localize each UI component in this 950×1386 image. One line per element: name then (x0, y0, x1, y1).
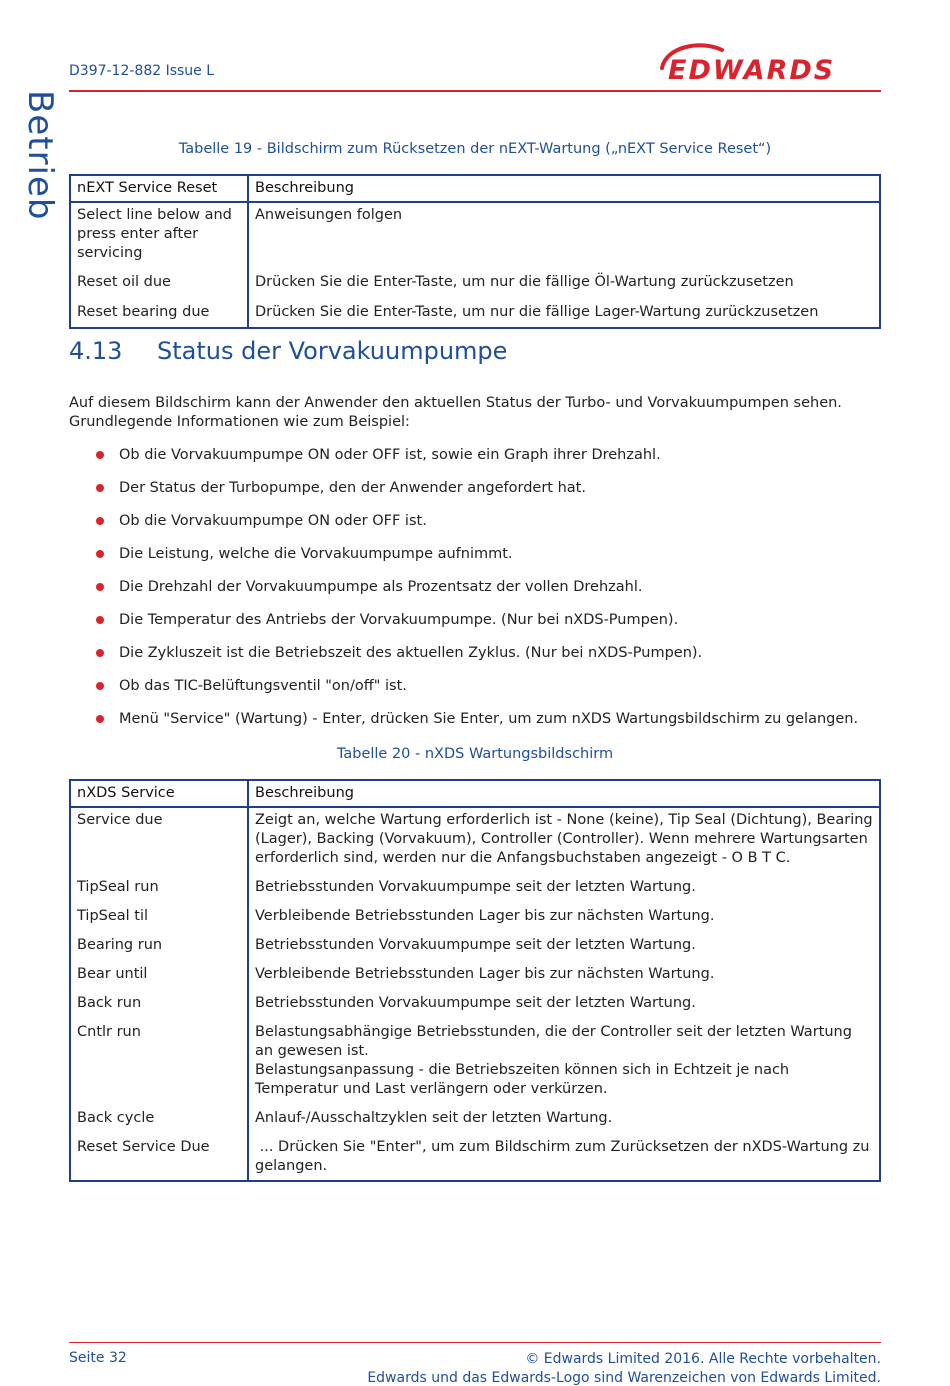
section-intro: Auf diesem Bildschirm kann der Anwender den aktuellen Status der Turbo- und Vorvakuumpumpen sehen. Grundlegende Informationen wie zum Beispiel: (69, 395, 842, 430)
table-cell: Reset Service Due (70, 1135, 248, 1181)
table-header-row (70, 175, 880, 202)
list-item-text: Die Zykluszeit ist die Betriebszeit des aktuellen Zyklus. (Nur bei nXDS-Pumpen). (119, 645, 703, 661)
side-label-text: Betrieb (20, 90, 60, 221)
list-item (69, 512, 881, 545)
table-cell: Verbleibende Betriebsstunden Lager bis zur nächsten Wartung. (255, 908, 715, 924)
table-20-caption: Tabelle 20 - nXDS Wartungsbildschirm (336, 746, 614, 762)
bullet-icon (96, 682, 104, 690)
table-cell: Reset oil due (70, 270, 248, 300)
bullet-icon (96, 550, 104, 558)
table-cell: Bear until (70, 962, 248, 991)
footer-rule (69, 1342, 881, 1343)
table-row (70, 933, 880, 962)
list-item-text: Die Temperatur des Antriebs der Vorvakuumpumpe. (Nur bei nXDS-Pumpen). (119, 612, 679, 628)
section-title: Status der Vorvakuumpumpe (157, 337, 508, 365)
column-header: Beschreibung (248, 175, 880, 202)
list-item (69, 644, 881, 677)
copyright-line: © Edwards Limited 2016. Alle Rechte vorbehalten. (525, 1351, 881, 1367)
list-item (69, 479, 881, 512)
bullet-icon (96, 616, 104, 624)
list-item-text: Die Leistung, welche die Vorvakuumpumpe aufnimmt. (119, 546, 513, 562)
list-item-text: Die Drehzahl der Vorvakuumpumpe als Prozentsatz der vollen Drehzahl. (119, 579, 643, 595)
bullet-icon (96, 451, 104, 459)
table-cell: Betriebsstunden Vorvakuumpumpe seit der letzten Wartung. (255, 879, 696, 895)
table-cell: Bearing run (70, 933, 248, 962)
table-cell: Back cycle (70, 1106, 248, 1135)
list-item-text: Ob die Vorvakuumpumpe ON oder OFF ist, sowie ein Graph ihrer Drehzahl. (119, 447, 661, 463)
list-item (69, 578, 881, 611)
table-cell: Cntlr run (70, 1020, 248, 1106)
bullet-icon (96, 517, 104, 525)
section-heading (69, 337, 507, 365)
list-item (69, 446, 881, 479)
page-number: Seite 32 (69, 1350, 127, 1366)
table-row (70, 807, 880, 875)
list-item-text: Der Status der Turbopumpe, den der Anwender angefordert hat. (119, 480, 586, 496)
copyright-notice (367, 1350, 881, 1386)
table-cell: Select line below and press enter after servicing (70, 202, 248, 270)
bullet-icon (96, 583, 104, 591)
table-row (70, 991, 880, 1020)
table-row (70, 1106, 880, 1135)
bullet-icon (96, 715, 104, 723)
bullet-list (69, 446, 881, 743)
list-item-text: Ob das TIC-Belüftungsventil "on/off" ist. (119, 678, 407, 694)
table-19-caption: Tabelle 19 - Bildschirm zum Rücksetzen der nEXT-Wartung („nEXT Service Reset“) (178, 141, 772, 157)
table-cell: Verbleibende Betriebsstunden Lager bis zur nächsten Wartung. (255, 966, 715, 982)
list-item (69, 545, 881, 578)
edwards-logo (654, 40, 882, 86)
table-row (70, 962, 880, 991)
table-cell: Betriebsstunden Vorvakuumpumpe seit der letzten Wartung. (255, 995, 696, 1011)
table-header-row (70, 780, 880, 807)
table-row (70, 202, 880, 270)
table-cell: Zeigt an, welche Wartung erforderlich ist - None (keine), Tip Seal (Dichtung), Bearing (Lager), Backing (Vorvakuum), Controller (Controller). Wenn mehrere Wartungsarten erforderlich sind, werden nur die Anfangsbuchstaben angezeigt - O B T C. (255, 812, 873, 866)
table-cell: Service due (70, 807, 248, 875)
table-cell: TipSeal run (70, 875, 248, 904)
table-cell: Anweisungen folgen (255, 207, 403, 223)
table-cell: ... Drücken Sie "Enter", um zum Bildschirm zum Zurücksetzen der nXDS-Wartung zu gelangen. (255, 1139, 875, 1174)
trademark-line: Edwards und das Edwards-Logo sind Warenzeichen von Edwards Limited. (367, 1370, 881, 1386)
table-row (70, 875, 880, 904)
column-header: nXDS Service (70, 780, 248, 807)
table-row (70, 1020, 880, 1106)
table-cell: Betriebsstunden Vorvakuumpumpe seit der letzten Wartung. (255, 937, 696, 953)
list-item-text: Ob die Vorvakuumpumpe ON oder OFF ist. (119, 513, 427, 529)
bullet-icon (96, 649, 104, 657)
table-cell: Back run (70, 991, 248, 1020)
list-item-text: Menü "Service" (Wartung) - Enter, drücken Sie Enter, um zum nXDS Wartungsbildschirm zu gelangen. (119, 711, 859, 727)
table-row (70, 300, 880, 328)
table-cell: Belastungsabhängige Betriebsstunden, die der Controller seit der letzten Wartung an gewesen ist. Belastungsanpassung - die Betriebszeiten können sich in Echtzeit je nach Temperatur und Last verlängern oder verkürzen. (255, 1024, 852, 1097)
document-id: D397-12-882 Issue L (69, 63, 215, 79)
list-item (69, 611, 881, 644)
table-19 (69, 174, 881, 329)
table-row (70, 1135, 880, 1181)
header-rule (69, 90, 881, 92)
list-item (69, 677, 881, 710)
table-row (70, 270, 880, 300)
table-cell: Anlauf-/Ausschaltzyklen seit der letzten Wartung. (255, 1110, 613, 1126)
table-cell: Drücken Sie die Enter-Taste, um nur die fällige Öl-Wartung zurückzusetzen (255, 274, 794, 290)
logo-wordmark: EDWARDS (668, 55, 836, 86)
table-row (70, 904, 880, 933)
column-header: Beschreibung (248, 780, 880, 807)
table-cell: Drücken Sie die Enter-Taste, um nur die fällige Lager-Wartung zurückzusetzen (255, 304, 819, 320)
list-item (69, 710, 881, 743)
table-20 (69, 779, 881, 1182)
table-cell: Reset bearing due (70, 300, 248, 328)
section-number: 4.13 (69, 337, 123, 365)
bullet-icon (96, 484, 104, 492)
column-header: nEXT Service Reset (70, 175, 248, 202)
table-cell: TipSeal til (70, 904, 248, 933)
side-section-label (16, 90, 60, 240)
